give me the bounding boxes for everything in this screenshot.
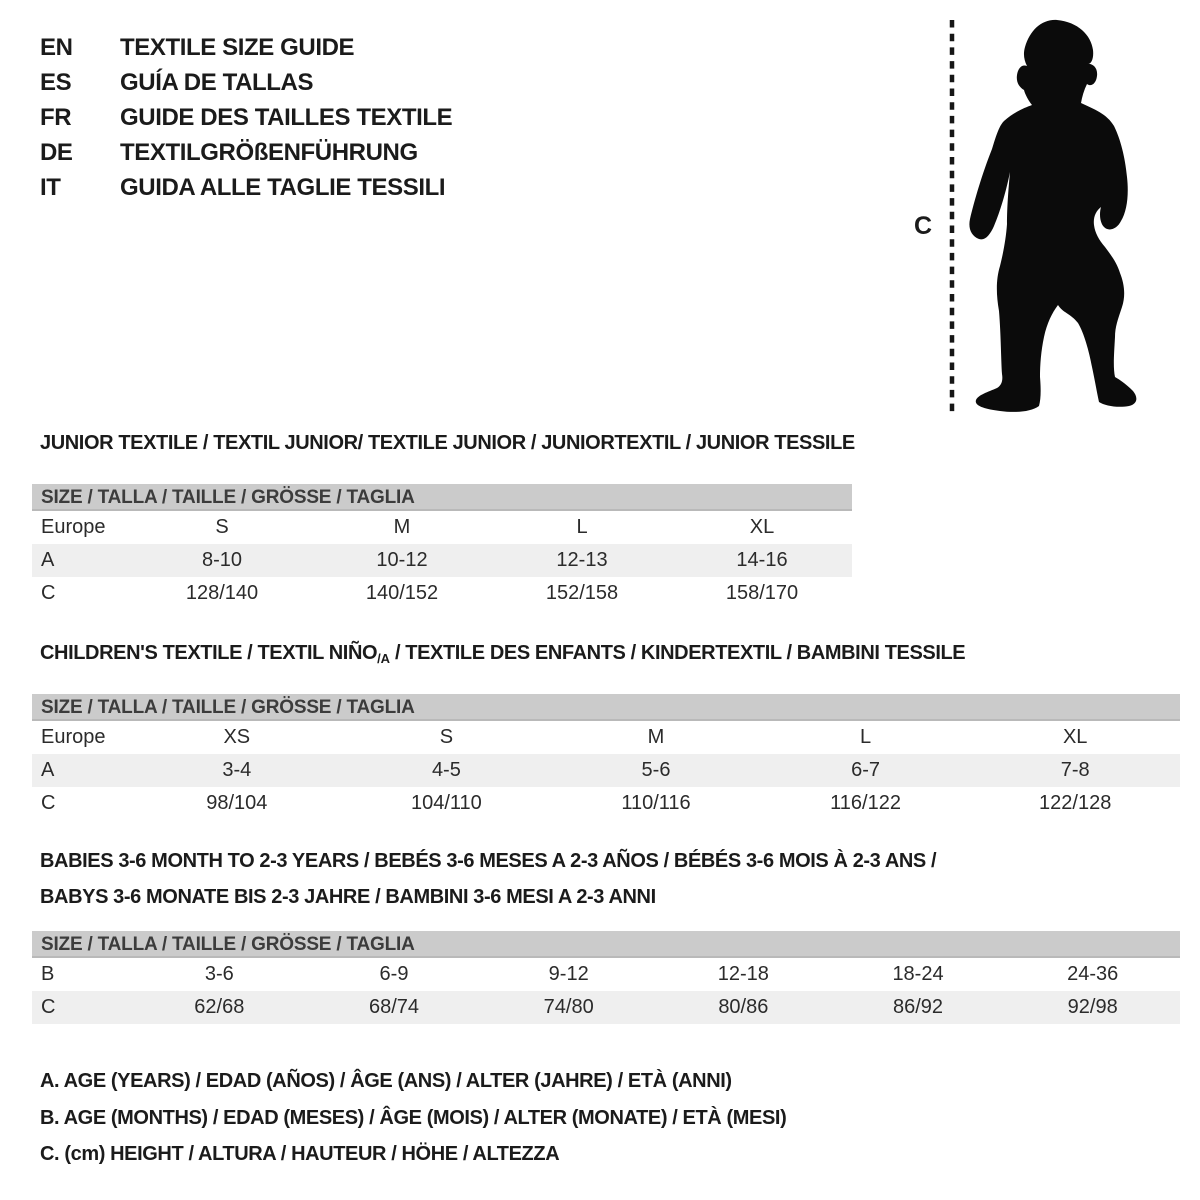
lang-row-it [40,170,452,205]
table-row [32,577,852,610]
children-title-prefix: CHILDREN'S TEXTILE / TEXTIL NIÑO [40,642,378,664]
table-cell: 10-12 [376,549,428,571]
row-label: Europe [41,516,106,538]
row-label: B [41,963,55,985]
junior-table-header: SIZE / TALLA / TAILLE / GRÖSSE / TAGLIA [32,484,852,511]
table-cell: M [393,516,411,538]
lang-code: EN [40,33,73,61]
junior-section-title: JUNIOR TEXTILE / TEXTIL JUNIOR/ TEXTILE JUNIOR / JUNIORTEXTIL / JUNIOR TESSILE [40,432,855,454]
table-cell: 152/158 [545,582,619,604]
table-cell: 68/74 [368,996,420,1018]
table-cell: 158/170 [725,582,799,604]
row-label: A [41,549,55,571]
table-cell: 110/116 [621,792,691,814]
lang-title: TEXTILGRÖßENFÜHRUNG [120,138,418,166]
height-measure-label: C [914,212,933,240]
table-cell: 6-7 [851,759,881,781]
toddler-silhouette-shape [969,20,1136,412]
lang-code: DE [40,138,73,166]
legend-line-b: B. AGE (MONTHS) / EDAD (MESES) / ÂGE (MOIS) / ALTER (MONATE) / ETÀ (MESI) [40,1107,787,1129]
table-cell: 24-36 [1067,963,1119,985]
table-row [32,721,1180,754]
lang-title: TEXTILE SIZE GUIDE [120,33,355,61]
language-header [40,30,452,205]
row-label: C [41,996,56,1018]
children-title-suffix: / TEXTILE DES ENFANTS / KINDERTEXTIL / BAMBINI TESSILE [389,642,966,664]
children-section-title [40,642,965,666]
table-row [32,754,1180,787]
row-label: A [41,759,55,781]
lang-title: GUIDA ALLE TAGLIE TESSILI [120,173,446,201]
table-cell: 74/80 [543,996,594,1018]
children-title-subscript: /A [377,651,390,666]
table-cell: 9-12 [548,963,589,985]
table-cell: 14-16 [736,549,788,571]
table-cell: 5-6 [641,759,671,781]
table-cell: 3-6 [204,963,234,985]
lang-row-es [40,65,452,100]
table-cell: XL [1062,726,1088,748]
table-cell: 7-8 [1060,759,1090,781]
table-cell: 3-4 [222,759,252,781]
table-cell: 128/140 [185,582,259,604]
lang-title: GUÍA DE TALLAS [120,68,314,96]
table-cell: 8-10 [201,549,243,571]
table-cell: 116/122 [830,792,901,814]
table-cell: 12-13 [556,549,608,571]
lang-code: IT [40,173,61,201]
babies-section-title-line2: BABYS 3-6 MONATE BIS 2-3 JAHRE / BAMBINI 3-6 MESI A 2-3 ANNI [40,886,656,908]
table-cell: XS [223,726,251,748]
babies-table-header: SIZE / TALLA / TAILLE / GRÖSSE / TAGLIA [32,931,1180,958]
row-label: Europe [41,726,106,748]
table-cell: L [576,516,588,538]
table-cell: 4-5 [431,759,461,781]
children-size-table [32,694,1180,820]
table-cell: 12-18 [717,963,769,985]
table-cell: 62/68 [194,996,245,1018]
table-row [32,544,852,577]
legend-line-c: C. (cm) HEIGHT / ALTURA / HAUTEUR / HÖHE / ALTEZZA [40,1143,560,1165]
table-row [32,958,1180,991]
lang-code: ES [40,68,72,96]
table-cell: 86/92 [892,996,944,1018]
table-row [32,787,1180,820]
table-cell: 92/98 [1067,996,1118,1018]
lang-row-de [40,135,452,170]
babies-section-title-line1: BABIES 3-6 MONTH TO 2-3 YEARS / BEBÉS 3-6 MESES A 2-3 AÑOS / BÉBÉS 3-6 MOIS À 2-3 ANS / [40,850,937,872]
table-cell: S [215,516,229,538]
junior-size-table [32,484,852,610]
table-row [32,511,852,544]
table-cell: 140/152 [365,582,439,604]
table-cell: 104/110 [410,792,482,814]
table-cell: 98/104 [206,792,268,814]
legend-line-a: A. AGE (YEARS) / EDAD (AÑOS) / ÂGE (ANS) / ALTER (JAHRE) / ETÀ (ANNI) [40,1070,732,1092]
lang-row-en [40,30,452,65]
table-cell: M [647,726,665,748]
table-cell: 122/128 [1039,792,1112,814]
lang-row-fr [40,100,452,135]
table-row [32,991,1180,1024]
babies-size-table [32,931,1180,1024]
row-label: C [41,582,56,604]
lang-code: FR [40,103,72,131]
table-cell: L [860,726,872,748]
table-cell: S [439,726,454,748]
row-label: C [41,792,56,814]
lang-title: GUIDE DES TAILLES TEXTILE [120,103,453,131]
table-cell: 80/86 [718,996,769,1018]
table-cell: XL [749,516,775,538]
children-table-header: SIZE / TALLA / TAILLE / GRÖSSE / TAGLIA [32,694,1180,721]
table-cell: 18-24 [892,963,944,985]
toddler-silhouette-icon [900,14,1160,420]
table-cell: 6-9 [379,963,409,985]
